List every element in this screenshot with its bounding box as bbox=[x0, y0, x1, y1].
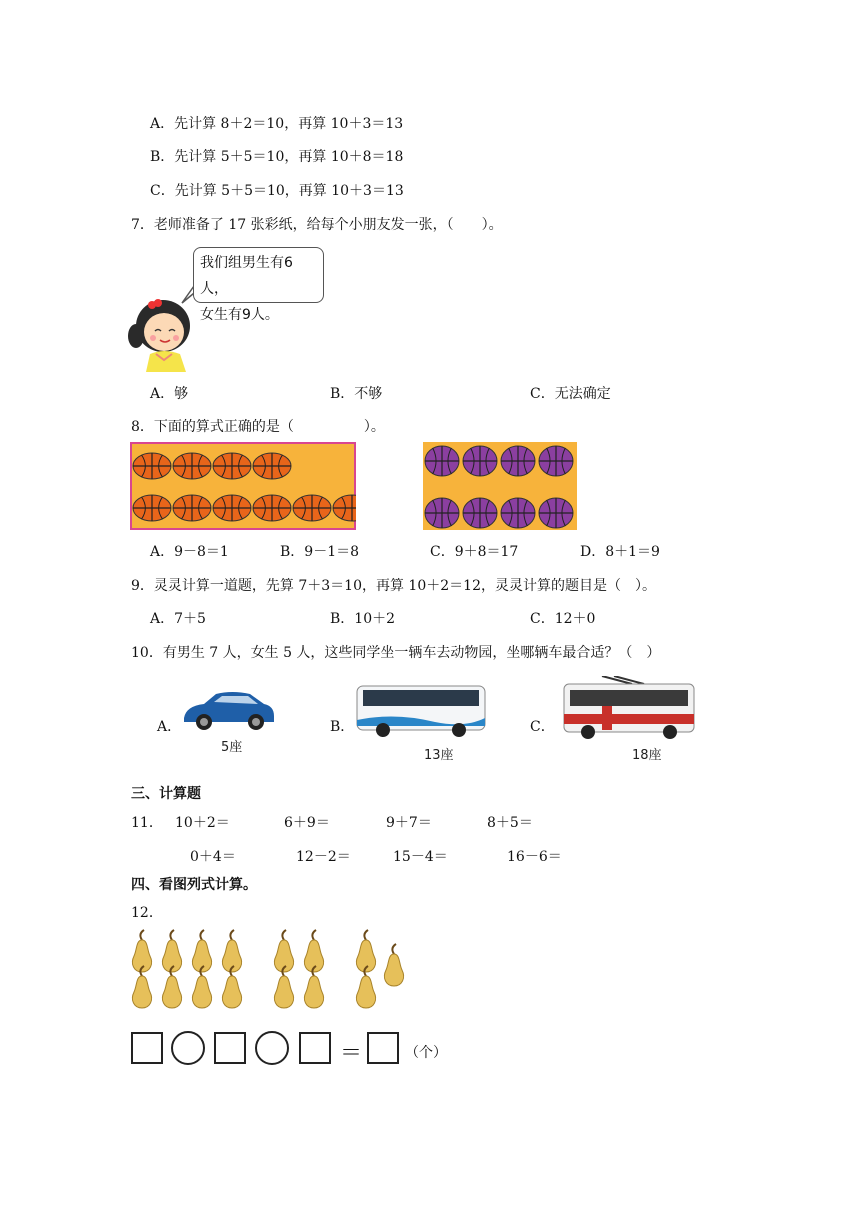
q6-option-a: A．先计算 8＋2＝10，再算 10＋3＝13 bbox=[150, 116, 404, 132]
q11-expr-8: 16－6＝ bbox=[507, 849, 562, 865]
q11-expr-7: 15－4＝ bbox=[393, 849, 448, 865]
q7-question: 7．老师准备了 17 张彩纸，给每个小朋友发一张，（ ）。 bbox=[131, 217, 503, 233]
q11-expr-1: 10＋2＝ bbox=[175, 815, 230, 831]
orange-basketball bbox=[133, 495, 171, 521]
pear-icon bbox=[304, 930, 323, 972]
q8-question: 8．下面的算式正确的是（ ）。 bbox=[131, 419, 385, 435]
q11-expr-3: 9＋7＝ bbox=[386, 815, 432, 831]
answer-box-2[interactable] bbox=[214, 1032, 246, 1064]
car-icon bbox=[180, 688, 276, 732]
q10-option-c-seats: 18座 bbox=[632, 748, 662, 763]
orange-basketball bbox=[253, 495, 291, 521]
orange-basketball bbox=[213, 453, 251, 479]
purple-basketball bbox=[425, 446, 459, 476]
section-3-title: 三、计算题 bbox=[131, 786, 201, 802]
purple-basketballs-panel bbox=[423, 442, 577, 530]
q8-option-b: B．9－1＝8 bbox=[280, 544, 360, 560]
bubble-line-1: 我们组男生有6人， bbox=[200, 255, 293, 297]
operator-circle-2[interactable] bbox=[255, 1031, 289, 1065]
speech-bubble bbox=[193, 247, 324, 323]
q6-option-c: C．先计算 5＋5＝10，再算 10＋3＝13 bbox=[150, 183, 404, 199]
bubble-line-2: 女生有9人。 bbox=[200, 307, 279, 323]
section-4-title: 四、看图列式计算。 bbox=[131, 877, 257, 893]
q9-option-b: B．10＋2 bbox=[330, 611, 396, 627]
pear-icon bbox=[162, 930, 181, 972]
purple-basketball bbox=[501, 498, 535, 528]
bus-13-icon bbox=[355, 682, 487, 738]
q11-number: 11． bbox=[131, 815, 163, 831]
pear-icon bbox=[222, 930, 241, 972]
pear-icon bbox=[384, 944, 403, 986]
q8-option-c: C．9＋8＝17 bbox=[430, 544, 519, 560]
q7-option-a: A．够 bbox=[150, 386, 189, 402]
q8-option-a: A．9－8＝1 bbox=[150, 544, 229, 560]
purple-basketball bbox=[501, 446, 535, 476]
purple-basketball bbox=[463, 446, 497, 476]
q11-expr-2: 6＋9＝ bbox=[284, 815, 330, 831]
q7-option-c: C．无法确定 bbox=[530, 386, 611, 402]
unit-label: （个） bbox=[405, 1045, 447, 1061]
orange-basketball bbox=[173, 453, 211, 479]
pear-icon bbox=[192, 930, 211, 972]
purple-basketball bbox=[425, 498, 459, 528]
operator-circle-1[interactable] bbox=[171, 1031, 205, 1065]
bus-18-icon bbox=[562, 676, 698, 742]
orange-basketball bbox=[133, 453, 171, 479]
pear-icon bbox=[132, 930, 151, 972]
q10-option-a-seats: 5座 bbox=[221, 740, 243, 755]
q7-option-b: B．不够 bbox=[330, 386, 383, 402]
q9-option-a: A．7＋5 bbox=[150, 611, 206, 627]
q9-question: 9．灵灵计算一道题，先算 7＋3＝10，再算 10＋2＝12，灵灵计算的题目是（ ）。 bbox=[131, 578, 656, 594]
pear-icon bbox=[356, 930, 375, 972]
q9-option-c: C．12＋0 bbox=[530, 611, 596, 627]
pears-illustration bbox=[128, 928, 418, 1014]
q6-option-b: B．先计算 5＋5＝10，再算 10＋8＝18 bbox=[150, 149, 404, 165]
q10-option-c-letter: C． bbox=[530, 719, 555, 735]
pear-icon bbox=[274, 930, 293, 972]
q11-expr-6: 12－2＝ bbox=[296, 849, 351, 865]
q10-option-b-seats: 13座 bbox=[424, 748, 454, 763]
orange-basketball bbox=[253, 453, 291, 479]
q12-number: 12． bbox=[131, 905, 163, 921]
purple-basketball bbox=[463, 498, 497, 528]
orange-basketball bbox=[213, 495, 251, 521]
q10-option-a-letter: A． bbox=[157, 719, 182, 735]
q11-expr-4: 8＋5＝ bbox=[487, 815, 533, 831]
q11-expr-5: 0＋4＝ bbox=[190, 849, 236, 865]
purple-basketball bbox=[539, 498, 573, 528]
answer-box-3[interactable] bbox=[299, 1032, 331, 1064]
orange-basketballs-panel bbox=[130, 442, 356, 530]
equals-sign: ＝ bbox=[340, 1041, 363, 1066]
purple-basketball bbox=[539, 446, 573, 476]
orange-basketball bbox=[173, 495, 211, 521]
orange-basketball bbox=[293, 495, 331, 521]
q8-option-d: D．8＋1＝9 bbox=[580, 544, 660, 560]
answer-box-1[interactable] bbox=[131, 1032, 163, 1064]
q10-option-b-letter: B． bbox=[330, 719, 355, 735]
q10-question: 10．有男生 7 人，女生 5 人，这些同学坐一辆车去动物园，坐哪辆车最合适？（ ） bbox=[131, 645, 661, 661]
answer-box-result[interactable] bbox=[367, 1032, 399, 1064]
